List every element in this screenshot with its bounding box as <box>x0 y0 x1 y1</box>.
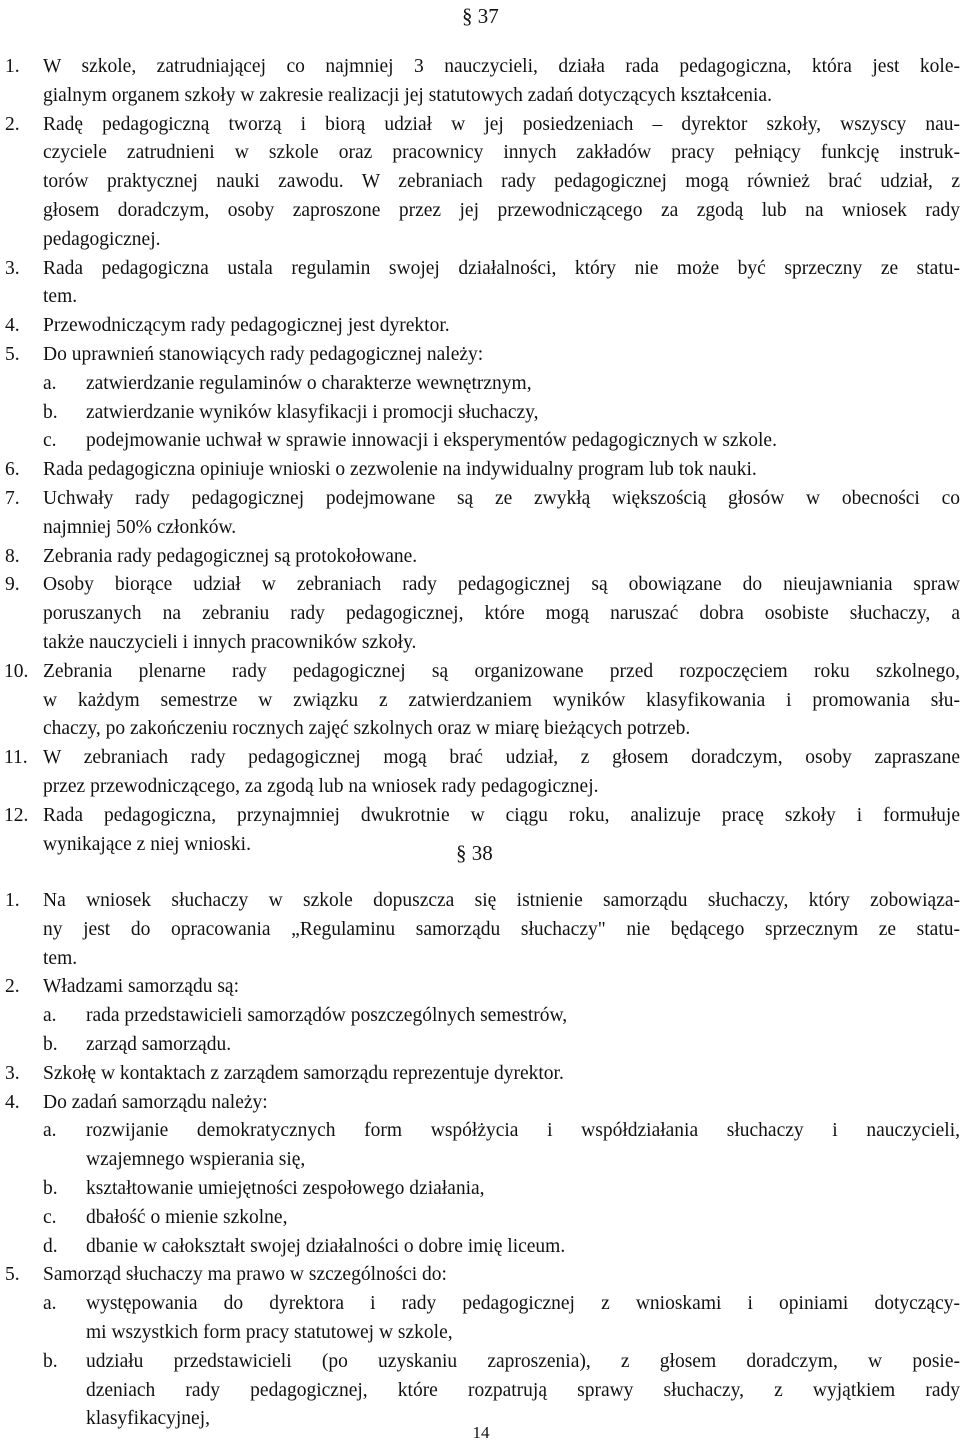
section-37-body <box>0 53 960 859</box>
item-text-line: Rada pedagogiczna ustala regulamin swojej działalności, który nie może być sprzeczny ze statu- <box>43 257 960 279</box>
list-item <box>0 1261 960 1290</box>
list-item <box>0 887 960 973</box>
item-number: 12. <box>4 804 29 826</box>
sub-item-letter: b. <box>43 1350 58 1372</box>
item-text-line: Zebrania rady pedagogicznej są protokołowane. <box>43 545 418 567</box>
list-item <box>0 1089 960 1118</box>
sub-item-letter: a. <box>43 372 57 394</box>
list-item <box>0 571 960 657</box>
list-item <box>0 312 960 341</box>
item-text-line: w każdym semestrze w związku z zatwierdzaniem wyników klasyfikowania i promowania słu- <box>43 689 960 711</box>
item-number: 11. <box>4 747 28 769</box>
item-text-line: Osoby biorące udział w zebraniach rady pedagogicznej są obowiązane do nieujawniania spraw <box>43 574 960 596</box>
sub-list-item <box>0 1348 960 1434</box>
item-number: 1. <box>5 56 20 77</box>
item-number: 2. <box>5 113 20 135</box>
item-text-line: kształtowanie umiejętności zespołowego działania, <box>86 1177 485 1199</box>
item-text-line: dzeniach rady pedagogicznej, które rozpatrują sprawy słuchaczy, z wyjątkiem rady <box>86 1379 960 1401</box>
item-number: 1. <box>5 890 20 911</box>
item-text-line: tem. <box>43 286 78 308</box>
item-text-line: Samorząd słuchaczy ma prawo w szczególności do: <box>43 1264 447 1286</box>
sub-list-item <box>0 1117 960 1175</box>
item-text-line: chaczy, po zakończeniu rocznych zajęć szkolnych oraz w miarę bieżących potrzeb. <box>43 718 691 740</box>
item-text-line: klasyfikacyjnej, <box>86 1408 210 1430</box>
item-text-line: ny jest do opracowania „Regulaminu samorządu słuchaczy" nie będącego sprzecznym ze statu- <box>43 918 960 940</box>
list-item <box>0 973 960 1002</box>
list-item <box>0 255 960 313</box>
list-item <box>0 543 960 572</box>
item-text-line: rada przedstawicieli samorządów poszczególnych semestrów, <box>86 1005 568 1027</box>
section-heading-37: § 37 <box>462 4 499 28</box>
item-text-line: Na wniosek słuchaczy w szkole dopuszcza się istnienie samorządu słuchaczy, który zobowiąza- <box>43 890 960 911</box>
item-text-line: głosem doradczym, osoby zaproszone przez jej przewodniczącego za zgodą lub na wniosek rady <box>43 199 960 221</box>
item-number: 5. <box>5 1264 20 1286</box>
sub-list-item <box>0 1290 960 1348</box>
item-text-line: Przewodniczącym rady pedagogicznej jest dyrektor. <box>43 315 450 337</box>
item-text-line: Rada pedagogiczna opiniuje wnioski o zezwolenie na indywidualny program lub tok nauki. <box>43 459 757 481</box>
sub-list-item <box>0 1204 960 1233</box>
item-text-line: W zebraniach rady pedagogicznej mogą brać udział, z głosem doradczym, osoby zapraszane <box>43 747 960 769</box>
item-number: 4. <box>5 1091 20 1113</box>
item-text-line: tem. <box>43 947 78 969</box>
item-text-line: Władzami samorządu są: <box>43 976 239 998</box>
sub-list-item <box>0 1175 960 1204</box>
item-text-line: zatwierdzanie regulaminów o charakterze wewnętrznym, <box>86 372 532 394</box>
item-text-line: wynikające z niej wnioski. <box>43 833 251 855</box>
list-item <box>0 1060 960 1089</box>
item-text-line: Do uprawnień stanowiących rady pedagogicznej należy: <box>43 343 484 365</box>
sub-item-letter: c. <box>43 430 57 452</box>
sub-item-letter: c. <box>43 1206 57 1228</box>
page-number: 14 <box>472 1423 490 1442</box>
item-text-line: dbałość o mienie szkolne, <box>86 1206 288 1228</box>
item-text-line: Uchwały rady pedagogicznej podejmowane są ze zwykłą większością głosów w obecności co <box>43 487 960 509</box>
sub-item-letter: a. <box>43 1120 57 1142</box>
list-item <box>0 456 960 485</box>
item-number: 7. <box>5 487 20 509</box>
sub-list-item <box>0 1002 960 1031</box>
item-text-line: Rada pedagogiczna, przynajmniej dwukrotnie w ciągu roku, analizuje pracę szkoły i formułuje <box>43 804 960 826</box>
item-text-line: zatwierdzanie wyników klasyfikacji i promocji słuchaczy, <box>86 401 539 423</box>
item-text-line: także nauczycieli i innych pracowników szkoły. <box>43 631 417 653</box>
list-item <box>0 485 960 543</box>
item-text-line: występowania do dyrektora i rady pedagogicznej z wnioskami i opiniami dotyczący- <box>86 1293 960 1315</box>
item-number: 8. <box>5 545 20 567</box>
item-number: 6. <box>5 459 20 481</box>
item-text-line: najmniej 50% członków. <box>43 516 237 538</box>
item-text-line: dbanie w całokształt swojej działalności o dobre imię liceum. <box>86 1235 566 1257</box>
section-38-body <box>0 887 960 1434</box>
item-text-line: Radę pedagogiczną tworzą i biorą udział w jej posiedzeniach – dyrektor szkoły, wszyscy nau- <box>43 113 960 135</box>
sub-list-item <box>0 370 960 399</box>
sub-list-item <box>0 1031 960 1060</box>
sub-item-letter: b. <box>43 1033 58 1055</box>
sub-item-letter: b. <box>43 401 58 423</box>
item-text-line: gialnym organem szkoły w zakresie realizacji jej statutowych zadań dotyczących kształcenia. <box>43 84 772 106</box>
item-text-line: rozwijanie demokratycznych form współżycia i współdziałania słuchaczy i nauczycieli, <box>86 1120 960 1142</box>
item-text-line: mi wszystkich form pracy statutowej w szkole, <box>86 1321 453 1343</box>
list-item <box>0 658 960 744</box>
item-number: 2. <box>5 976 20 998</box>
list-item <box>0 111 960 255</box>
item-text-line: czyciele zatrudnieni w szkole oraz pracownicy innych zakładów pracy pełniący funkcję instruk- <box>43 142 960 164</box>
item-text-line: przez przewodniczącego, za zgodą lub na wniosek rady pedagogicznej. <box>43 775 599 797</box>
item-number: 3. <box>5 257 20 279</box>
sub-item-letter: a. <box>43 1293 57 1315</box>
item-text-line: torów praktycznej nauki zawodu. W zebraniach rady pedagogicznej mogą również brać udział, z <box>43 171 960 193</box>
sub-item-letter: d. <box>43 1235 58 1257</box>
sub-list-item <box>0 399 960 428</box>
item-text-line: W szkole, zatrudniającej co najmniej 3 nauczycieli, działa rada pedagogiczna, która jest kole- <box>43 56 960 77</box>
item-number: 10. <box>4 660 29 682</box>
sub-item-letter: b. <box>43 1177 58 1199</box>
sub-item-letter: a. <box>43 1005 57 1027</box>
item-number: 4. <box>5 315 20 337</box>
list-item <box>0 744 960 802</box>
item-text-line: wzajemnego wspierania się, <box>86 1149 306 1171</box>
item-number: 5. <box>5 343 20 365</box>
item-text-line: podejmowanie uchwał w sprawie innowacji i eksperymentów pedagogicznych w szkole. <box>86 430 777 452</box>
item-number: 3. <box>5 1062 20 1084</box>
list-item <box>0 53 960 111</box>
item-text-line: zarząd samorządu. <box>86 1033 232 1055</box>
item-number: 9. <box>5 574 20 596</box>
item-text-line: Zebrania plenarne rady pedagogicznej są organizowane przed rozpoczęciem roku szkolnego, <box>43 660 960 682</box>
item-text-line: udziału przedstawicieli (po uzyskaniu zaproszenia), z głosem doradczym, w posie- <box>86 1350 960 1372</box>
item-text-line: Szkołę w kontaktach z zarządem samorządu reprezentuje dyrektor. <box>43 1062 564 1084</box>
list-item <box>0 341 960 370</box>
item-text-line: Do zadań samorządu należy: <box>43 1091 268 1113</box>
section-heading-38: § 38 <box>456 841 493 865</box>
item-text-line: pedagogicznej. <box>43 228 161 250</box>
item-text-line: poruszanych na zebraniu rady pedagogicznej, które mogą naruszać dobra osobiste słuchaczy, a <box>43 603 960 625</box>
sub-list-item <box>0 1233 960 1262</box>
sub-list-item <box>0 427 960 456</box>
